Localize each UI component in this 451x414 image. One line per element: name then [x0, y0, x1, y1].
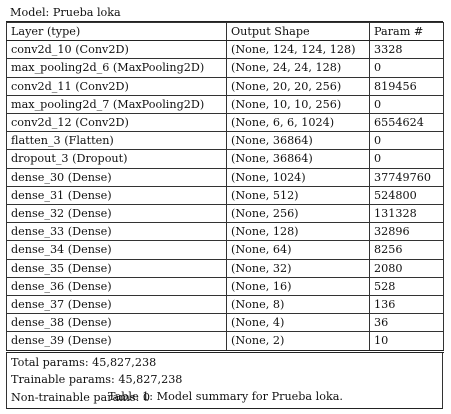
- table-row: [7, 223, 444, 241]
- param-count-cell: 32896: [370, 223, 444, 241]
- layers-table: [6, 22, 444, 353]
- output-shape-cell: (None, 2): [227, 332, 370, 351]
- param-count-cell: 3328: [370, 41, 444, 59]
- layer-cell: flatten_3 (Flatten): [7, 132, 227, 150]
- total-params: Total params: 45,827,238: [11, 355, 157, 369]
- output-shape-cell: (None, 512): [227, 186, 370, 204]
- param-count-cell: 819456: [370, 77, 444, 95]
- table-row: [7, 241, 444, 259]
- layer-cell: dense_39 (Dense): [7, 332, 227, 351]
- table-row: [7, 186, 444, 204]
- output-shape-cell: (None, 256): [227, 205, 370, 223]
- table-row: [7, 114, 444, 132]
- table-row: [7, 77, 444, 95]
- layer-cell: dense_30 (Dense): [7, 168, 227, 186]
- param-count-cell: 524800: [370, 186, 444, 204]
- output-shape-cell: (None, 24, 24, 128): [227, 59, 370, 77]
- layer-cell: dense_31 (Dense): [7, 186, 227, 204]
- model-summary-table: [6, 4, 443, 409]
- table-row: [7, 132, 444, 150]
- layer-cell: dropout_3 (Dropout): [7, 150, 227, 168]
- output-shape-cell: (None, 128): [227, 223, 370, 241]
- output-shape-cell: (None, 20, 20, 256): [227, 77, 370, 95]
- model-name-line: Model: Prueba loka: [6, 4, 443, 22]
- layer-cell: conv2d_12 (Conv2D): [7, 114, 227, 132]
- output-shape-cell: (None, 10, 10, 256): [227, 95, 370, 113]
- layer-cell: dense_35 (Dense): [7, 259, 227, 277]
- table-row: [7, 150, 444, 168]
- table-row: [7, 205, 444, 223]
- output-shape-cell: (None, 6, 6, 1024): [227, 114, 370, 132]
- param-count-cell: 136: [370, 296, 444, 314]
- param-count-cell: 10: [370, 332, 444, 351]
- param-count-cell: 2080: [370, 259, 444, 277]
- param-count-cell: 528: [370, 277, 444, 295]
- layer-cell: dense_36 (Dense): [7, 277, 227, 295]
- param-count-cell: 0: [370, 132, 444, 150]
- table-row: [7, 314, 444, 332]
- layer-cell: dense_33 (Dense): [7, 223, 227, 241]
- table-caption: Table 1: Model summary for Prueba loka.: [108, 390, 343, 403]
- layer-rows: [7, 41, 444, 351]
- layer-cell: conv2d_10 (Conv2D): [7, 41, 227, 59]
- trainable-params: Trainable params: 45,827,238: [11, 373, 183, 387]
- layer-cell: dense_34 (Dense): [7, 241, 227, 259]
- output-shape-cell: (None, 32): [227, 259, 370, 277]
- output-shape-cell: (None, 36864): [227, 132, 370, 150]
- layer-cell: max_pooling2d_6 (MaxPooling2D): [7, 59, 227, 77]
- param-count-cell: 37749760: [370, 168, 444, 186]
- param-count-cell: 131328: [370, 205, 444, 223]
- layer-cell: conv2d_11 (Conv2D): [7, 77, 227, 95]
- param-count-cell: 0: [370, 59, 444, 77]
- param-count-cell: 8256: [370, 241, 444, 259]
- table-row: [7, 168, 444, 186]
- layer-cell: dense_32 (Dense): [7, 205, 227, 223]
- param-count-cell: 36: [370, 314, 444, 332]
- header-row: [7, 23, 444, 41]
- table-row: [7, 95, 444, 113]
- output-shape-cell: (None, 16): [227, 277, 370, 295]
- table-row: [7, 277, 444, 295]
- output-shape-cell: (None, 4): [227, 314, 370, 332]
- non-trainable-params: Non-trainable params: 0: [11, 390, 151, 404]
- layer-cell: dense_38 (Dense): [7, 314, 227, 332]
- table-row: [7, 59, 444, 77]
- param-count-cell: 6554624: [370, 114, 444, 132]
- output-shape-cell: (None, 1024): [227, 168, 370, 186]
- param-count-cell: 0: [370, 150, 444, 168]
- table-row: [7, 332, 444, 351]
- table-row: [7, 296, 444, 314]
- layer-cell: dense_37 (Dense): [7, 296, 227, 314]
- param-count-cell: 0: [370, 95, 444, 113]
- layer-cell: max_pooling2d_7 (MaxPooling2D): [7, 95, 227, 113]
- header-layer-type: Layer (type): [7, 23, 227, 41]
- table-row: [7, 41, 444, 59]
- header-param-count: Param #: [370, 23, 444, 41]
- output-shape-cell: (None, 124, 124, 128): [227, 41, 370, 59]
- table-row: [7, 259, 444, 277]
- output-shape-cell: (None, 8): [227, 296, 370, 314]
- output-shape-cell: (None, 64): [227, 241, 370, 259]
- output-shape-cell: (None, 36864): [227, 150, 370, 168]
- header-output-shape: Output Shape: [227, 23, 370, 41]
